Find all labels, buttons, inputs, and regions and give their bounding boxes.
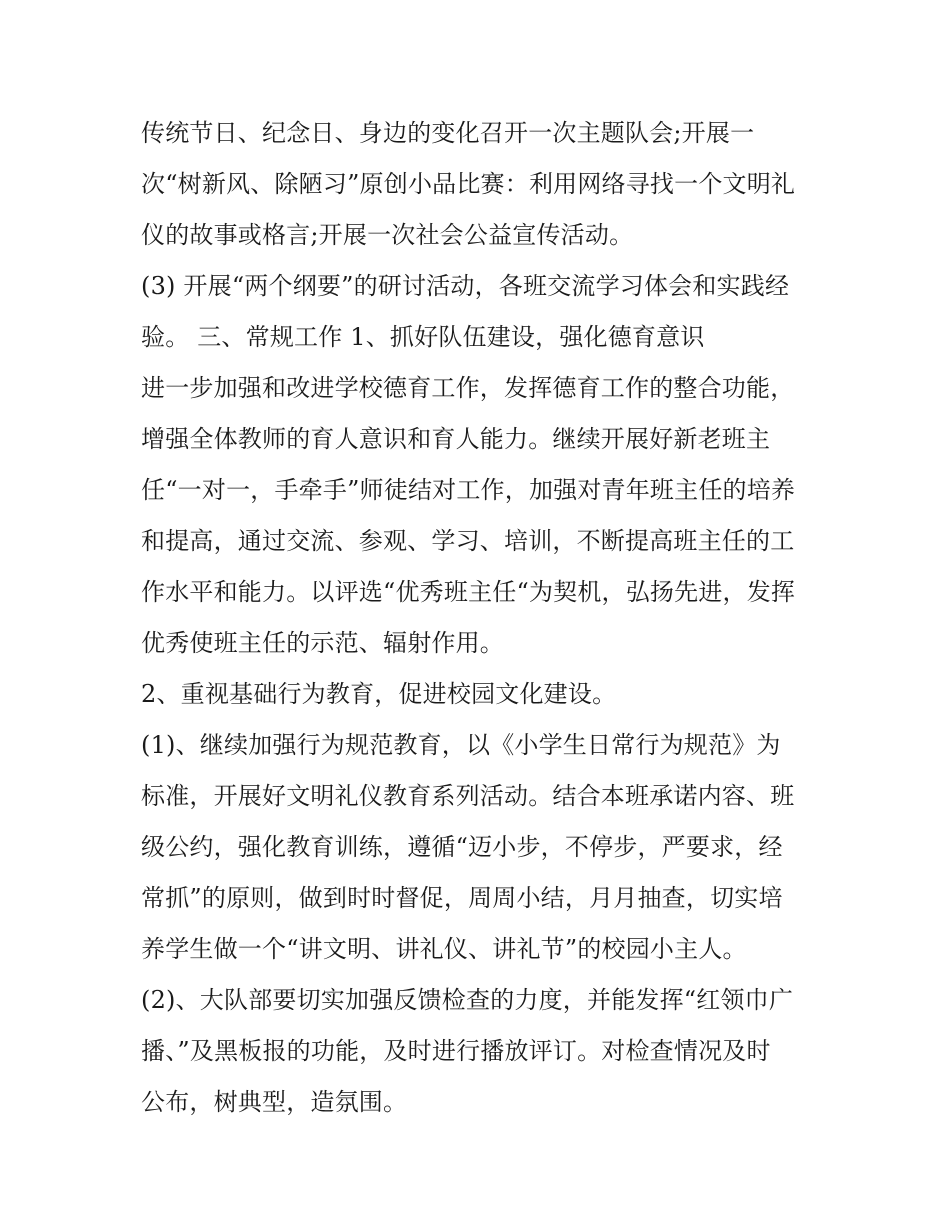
section-heading: 2、重视基础行为教育，促进校园文化建设。 [141,680,617,708]
text-line: 验。 三、常规工作 1、抓好队伍建设，强化德育意识 [141,323,705,351]
text-line: (2)、大队部要切实加强反馈检查的力度，并能发挥“红领巾广 [141,986,794,1014]
text-line: 和提高，通过交流、参观、学习、培训，不断提高班主任的工 [141,527,795,555]
text-line: (3) 开展“两个纲要”的研讨活动，各班交流学习体会和实践经 [141,272,790,300]
text-line: 公布，树典型，造氛围。 [141,1088,408,1116]
body-text [141,108,821,1128]
text-line: 级公约，强化教育训练，遵循“迈小步，不停步，严要求，经 [141,833,783,861]
text-line: 增强全体教师的育人意识和育人能力。继续开展好新老班主 [141,425,771,453]
text-line: 仪的故事或格言;开展一次社会公益宣传活动。 [141,221,634,249]
text-line: (1)、继续加强行为规范教育，以《小学生日常行为规范》为 [141,731,781,759]
text-line: 标准，开展好文明礼仪教育系列活动。结合本班承诺内容、班 [141,782,795,810]
text-line: 养学生做一个“讲文明、讲礼仪、讲礼节”的校园小主人。 [141,935,747,963]
text-line: 常抓”的原则，做到时时督促，周周小结，月月抽查，切实培 [141,884,783,912]
text-line: 任“一对一，手牵手”师徒结对工作，加强对青年班主任的培养 [141,476,796,504]
text-line: 次“树新风、除陋习”原创小品比赛：利用网络寻找一个文明礼 [141,170,796,198]
text-line: 优秀使班主任的示范、辐射作用。 [141,629,504,657]
text-line: 进一步加强和改进学校德育工作，发挥德育工作的整合功能， [141,374,795,402]
text-line: 传统节日、纪念日、身边的变化召开一次主题队会;开展一 [141,119,755,147]
text-line: 作水平和能力。以评选“优秀班主任“为契机，弘扬先进，发挥 [141,578,796,606]
text-line: 播、”及黑板报的功能，及时进行播放评订。对检查情况及时 [141,1037,771,1065]
